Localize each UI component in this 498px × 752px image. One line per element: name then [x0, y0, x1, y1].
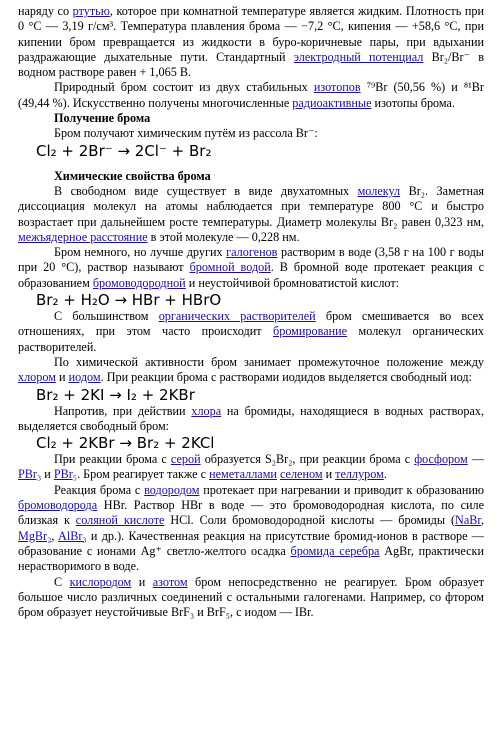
text: AgBr, практически нерастворимого в воде. [18, 543, 484, 574]
link-sulfur[interactable]: серой [170, 452, 201, 467]
text: HBr. Раствор HBr в воде — это бромоводородная кислота, по силе близкая к [18, 498, 484, 528]
equation-chlorine-kbr: Cl₂ + 2KBr → Br₂ + 2KCl [36, 434, 215, 453]
link-organic-solvents[interactable]: органических растворителей [158, 309, 316, 324]
paragraph-activity [18, 355, 484, 386]
link-halogens[interactable]: галогенов [226, 245, 278, 260]
link-bromination[interactable]: бромирование [273, 324, 348, 339]
text: на бромиды, находящиеся в водных растворах, выделяется свободный бром: [18, 403, 485, 433]
link-isotopes[interactable]: изотопов [313, 80, 361, 95]
text: образуется S₂Br₂, при реакции брома с [200, 452, 415, 467]
link-albr3[interactable]: AlBr₃ [58, 528, 87, 543]
text: молекул органических растворителей. [18, 324, 484, 354]
paragraph-production: Бром получают химическим путём из рассола Br⁻: [54, 126, 318, 141]
text: , которое при комнатной температуре является жидким. Плотность при 0 °C — 3,19 г/см³. Температура плавления брома — −7,2 °C, кипения — +58,6 °C, при кипении бром превращается из жидкости в буро-коричневые пары, при вдыхании раздражающие дыхательные пути. Стандартный [18, 4, 484, 64]
text: протекает при нагревании и приводит к образованию [199, 482, 484, 497]
paragraph-organic-solvents [18, 309, 484, 355]
link-bromine-water[interactable]: бромной водой [189, 260, 271, 275]
link-nitrogen[interactable]: азотом [152, 574, 188, 589]
text: и [322, 467, 336, 482]
link-selenium[interactable]: селеном [279, 467, 323, 482]
text: и [131, 574, 153, 589]
link-hydrobromic[interactable]: бромоводородной [92, 275, 186, 290]
paragraph-hydrogen [18, 483, 484, 575]
paragraph-solubility [18, 245, 484, 291]
text: бром смешивается во всех отношениях, при этом часто происходит [18, 309, 484, 339]
text: . [383, 467, 387, 482]
equation-bromine-water: Br₂ + H₂O → HBr + HBrO [36, 291, 222, 310]
link-silver-bromide[interactable]: бромида серебра [290, 543, 380, 558]
text: Бром немного, но лучше других [54, 245, 227, 260]
text: С [54, 574, 70, 589]
text: . При реакции брома с растворами иодидов выделяется свободный иод: [100, 370, 472, 385]
text: . Бром реагирует также с [77, 467, 210, 482]
link-hydrogen[interactable]: водородом [144, 482, 200, 497]
text: Br₂. Заметная диссоциация молекул на атомы наблюдается при температуре 800 °C и быстро возрастает при дальнейшем росте температуры. Диаметр молекулы Br₂ равен 0,323 нм, [18, 183, 485, 229]
link-molecule[interactable]: молекул [357, 183, 401, 198]
link-mgbr2[interactable]: MgBr₂ [18, 528, 52, 543]
link-hydrochloric-acid[interactable]: соляной кислоте [75, 513, 165, 528]
text: бром непосредственно не реагирует. Бром образует большое число различных соединений с остальными галогенами. Например, со фтором бром образует неустойчивые BrF₃ и BrF₅, с иодом — IBr. [18, 574, 484, 620]
text: Реакция брома с [54, 482, 145, 497]
link-oxygen[interactable]: кислородом [69, 574, 132, 589]
link-pbr5[interactable]: PBr₅ [53, 467, 78, 482]
text: При реакции брома с [54, 452, 171, 467]
text: HCl. Соли бромоводородной кислоты — бромиды ( [164, 513, 456, 528]
text: наряду со [18, 4, 73, 18]
text: в этой молекуле — 0,228 нм. [147, 229, 300, 244]
link-iodine[interactable]: иодом [68, 370, 101, 385]
text: Напротив, при действии [54, 403, 192, 418]
text: , [51, 528, 59, 543]
link-electrode-potential[interactable]: электродный потенциал [293, 49, 424, 64]
text: изотопы брома. [371, 95, 456, 110]
link-nabr[interactable]: NaBr [455, 513, 481, 528]
text: и [41, 467, 54, 482]
link-chlorine-2[interactable]: хлора [191, 403, 222, 418]
link-internuclear-distance[interactable]: межъядерное расстояние [18, 229, 148, 244]
text: , [480, 513, 484, 528]
text: По химической активности бром занимает промежуточное положение между [54, 354, 484, 369]
text: ⁷⁹Br (50,56 %) и ⁸¹Br (49,44 %). Искусственно получены многочисленные [18, 80, 484, 110]
equation-chlorine-bromide: Cl₂ + 2Br⁻ → 2Cl⁻ + Br₂ [36, 141, 212, 160]
spacer [18, 160, 484, 169]
paragraph-oxygen-nitrogen [18, 575, 484, 621]
text: Br₂/Br⁻ в водном растворе равен + 1,065 В. [18, 49, 484, 80]
link-tellurium[interactable]: теллуром [335, 467, 384, 482]
text: В свободном виде существует в виде двухатомных [54, 183, 358, 198]
link-chlorine[interactable]: хлором [18, 370, 56, 385]
link-nonmetals[interactable]: неметаллами [209, 467, 277, 482]
text: и неустойчивой бромноватистой кислот: [185, 275, 400, 290]
text: . В бромной воде протекает реакция с образованием [18, 260, 484, 290]
paragraph-isotopes [18, 80, 484, 111]
text: растворим в воде (3,58 г на 100 г воды при 20 °C), раствор называют [18, 245, 484, 275]
link-hydrogen-bromide[interactable]: бромоводорода [18, 498, 98, 513]
text: и др.). Качественная реакция на присутствие бромид-ионов в растворе — образование с ионами Ag⁺ светло-желтого осадка [18, 528, 484, 558]
link-pbr3[interactable]: PBr₃ [18, 467, 42, 482]
link-phosphorus[interactable]: фосфором [414, 452, 468, 467]
heading-production: Получение брома [54, 111, 151, 126]
link-radioactive[interactable]: радиоактивные [292, 95, 372, 110]
paragraph-chlorine-action [18, 404, 484, 435]
text: и [55, 370, 69, 385]
paragraph-sulfur-phosphorus [18, 452, 484, 483]
link-mercury[interactable]: ртутью [72, 4, 110, 18]
text: С большинством [54, 309, 159, 324]
heading-chemical-properties: Химические свойства брома [54, 168, 211, 183]
equation-iodide: Br₂ + 2KI → I₂ + 2KBr [36, 385, 195, 404]
text: Природный бром состоит из двух стабильных [54, 80, 314, 95]
paragraph-physical-properties [18, 4, 484, 80]
paragraph-molecules [18, 184, 484, 245]
text: — [467, 452, 484, 467]
